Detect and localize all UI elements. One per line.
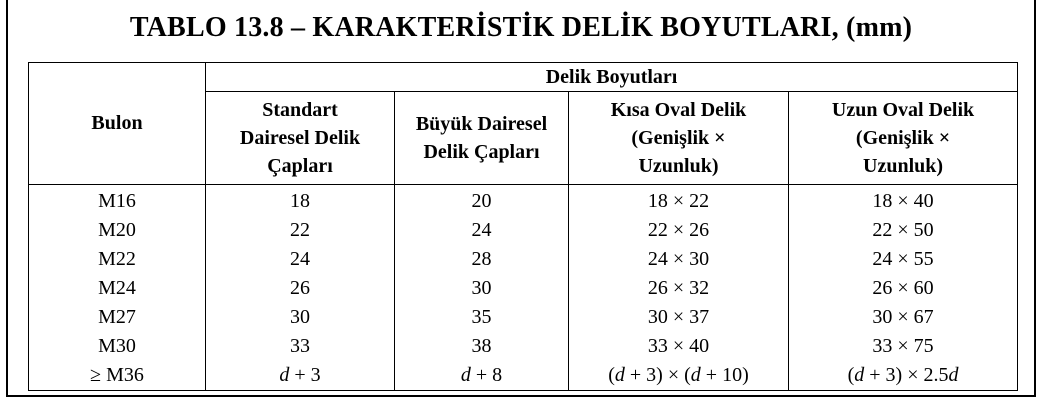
- header-line: Kısa Oval Delik: [610, 99, 747, 121]
- table-row: [29, 185, 1018, 217]
- standard-cell: d + 3: [206, 361, 395, 391]
- long-slot-cell: 30 × 67: [789, 303, 1018, 332]
- table-row: [29, 274, 1018, 303]
- standard-cell: 33: [206, 332, 395, 361]
- bolt-cell: M27: [29, 303, 206, 332]
- table-row: [29, 216, 1018, 245]
- long-slot-cell: 18 × 40: [789, 185, 1018, 217]
- oversize-cell: 35: [395, 303, 569, 332]
- header-line: Dairesel Delik: [239, 127, 361, 149]
- oversize-cell: d + 8: [395, 361, 569, 391]
- bolt-cell: ≥ M36: [29, 361, 206, 391]
- group-header-hole-dimensions: Delik Boyutları: [206, 63, 1018, 92]
- bolt-cell: M30: [29, 332, 206, 361]
- oversize-cell: 30: [395, 274, 569, 303]
- long-slot-cell: 24 × 55: [789, 245, 1018, 274]
- short-slot-cell: 26 × 32: [569, 274, 789, 303]
- column-header-standard-round: [206, 92, 395, 185]
- header-line: Uzunluk): [863, 155, 944, 177]
- standard-cell: 18: [206, 185, 395, 217]
- standard-cell: 22: [206, 216, 395, 245]
- oversize-cell: 24: [395, 216, 569, 245]
- column-header-bolt: Bulon: [29, 63, 206, 185]
- short-slot-cell: 30 × 37: [569, 303, 789, 332]
- variable-d: d: [948, 364, 959, 386]
- standard-cell: 30: [206, 303, 395, 332]
- bolt-cell: M20: [29, 216, 206, 245]
- oversize-cell: 20: [395, 185, 569, 217]
- header-line: (Genişlik ×: [855, 127, 951, 149]
- header-line: Büyük Dairesel: [415, 113, 548, 135]
- short-slot-cell: 18 × 22: [569, 185, 789, 217]
- table-row: [29, 332, 1018, 361]
- short-slot-cell: 22 × 26: [569, 216, 789, 245]
- table-row: [29, 245, 1018, 274]
- standard-cell: 24: [206, 245, 395, 274]
- table-title: TABLO 13.8 – KARAKTERİSTİK DELİK BOYUTLARI, (mm): [129, 12, 913, 43]
- variable-d: d: [854, 364, 865, 386]
- variable-d: d: [279, 364, 290, 386]
- table-row: [29, 303, 1018, 332]
- bolt-cell: M16: [29, 185, 206, 217]
- long-slot-cell: (d + 3) × 2.5d: [789, 361, 1018, 391]
- oversize-cell: 28: [395, 245, 569, 274]
- standard-cell: 26: [206, 274, 395, 303]
- oversize-cell: 38: [395, 332, 569, 361]
- long-slot-cell: 26 × 60: [789, 274, 1018, 303]
- variable-d: d: [614, 364, 625, 386]
- column-header-long-slot: [789, 92, 1018, 185]
- header-line: (Genişlik ×: [631, 127, 726, 149]
- table-row: [29, 361, 1018, 391]
- column-header-oversize-round: [395, 92, 569, 185]
- short-slot-cell: 33 × 40: [569, 332, 789, 361]
- bolt-cell: M22: [29, 245, 206, 274]
- header-line: Standart: [262, 99, 338, 121]
- variable-d: d: [460, 364, 471, 386]
- bolt-cell: M24: [29, 274, 206, 303]
- variable-d: d: [690, 364, 701, 386]
- short-slot-cell: 24 × 30: [569, 245, 789, 274]
- header-line: Çapları: [267, 155, 333, 177]
- long-slot-cell: 33 × 75: [789, 332, 1018, 361]
- header-line: Uzunluk): [638, 155, 719, 177]
- column-header-short-slot: [569, 92, 789, 185]
- short-slot-cell: (d + 3) × (d + 10): [569, 361, 789, 391]
- header-line: Uzun Oval Delik: [831, 99, 975, 121]
- header-line: Delik Çapları: [423, 141, 540, 163]
- long-slot-cell: 22 × 50: [789, 216, 1018, 245]
- hole-dimensions-table: [28, 62, 1018, 391]
